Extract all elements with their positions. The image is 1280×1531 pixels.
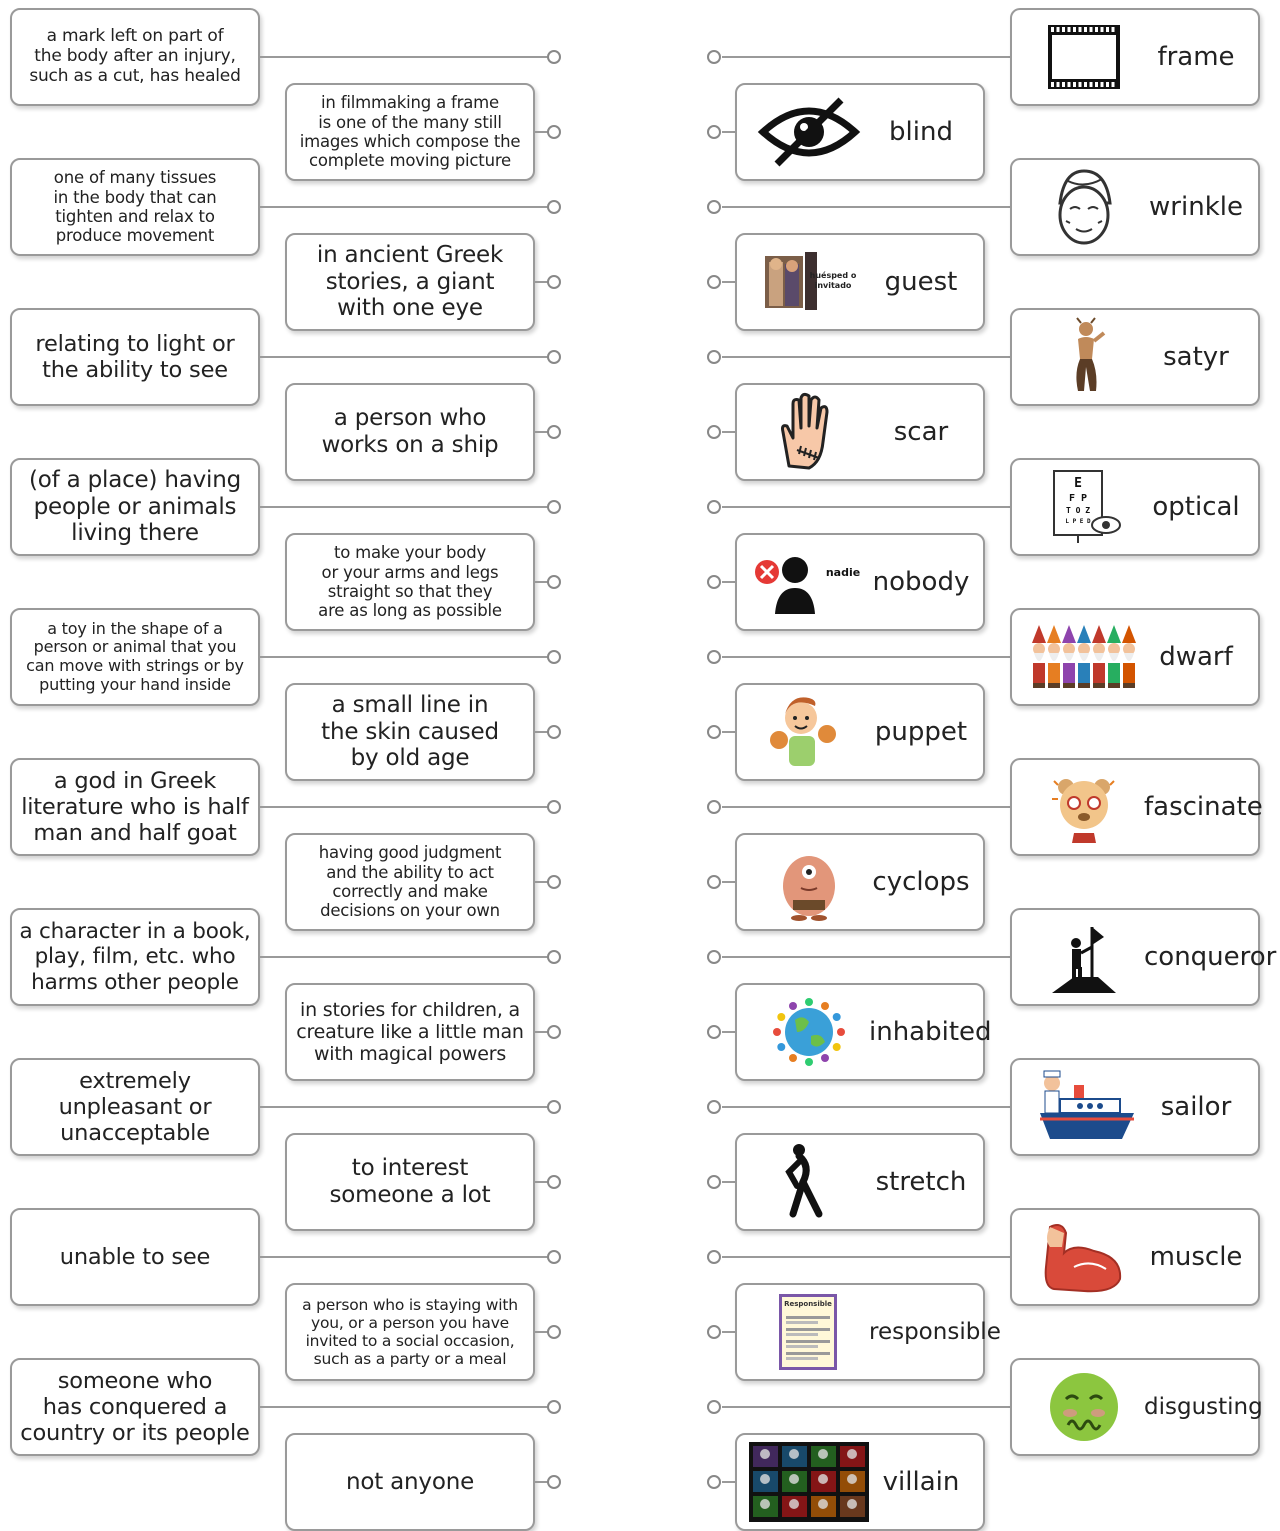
svg-text:huésped o: huésped o xyxy=(809,271,857,280)
connector-line xyxy=(260,206,548,208)
connector-line xyxy=(722,956,1010,958)
film-frame-icon xyxy=(1024,13,1144,101)
definition-text: (of a place) having people or animals living there xyxy=(28,466,242,547)
word-card-fascinate[interactable] xyxy=(1010,758,1263,856)
definition-connector-dot[interactable] xyxy=(547,575,561,589)
word-connector-dot[interactable] xyxy=(707,800,721,814)
definition-card[interactable] xyxy=(285,533,535,631)
definition-text: unable to see xyxy=(59,1243,211,1270)
definition-card[interactable] xyxy=(10,1208,260,1306)
connector-line xyxy=(260,806,548,808)
definition-card[interactable] xyxy=(10,458,260,556)
no-person-icon xyxy=(749,538,869,626)
word-card-satyr[interactable] xyxy=(1010,308,1260,406)
definition-card[interactable] xyxy=(285,983,535,1081)
definition-connector-dot[interactable] xyxy=(547,950,561,964)
word-card-guest[interactable] xyxy=(735,233,985,331)
word-label: optical xyxy=(1152,491,1240,522)
definition-connector-dot[interactable] xyxy=(547,1175,561,1189)
definition-card[interactable] xyxy=(285,383,535,481)
connector-line xyxy=(722,581,735,583)
puppet-boy-icon xyxy=(749,688,869,776)
svg-text:invitado: invitado xyxy=(814,281,852,290)
word-card-villain[interactable] xyxy=(735,1433,985,1531)
connector-line xyxy=(260,1406,548,1408)
connector-line xyxy=(722,806,1010,808)
definition-connector-dot[interactable] xyxy=(547,725,561,739)
svg-text:Responsible: Responsible xyxy=(784,1300,832,1308)
definition-text: in stories for children, a creature like a little man with magical powers xyxy=(296,998,524,1066)
connector-line xyxy=(722,281,735,283)
word-connector-dot[interactable] xyxy=(707,725,721,739)
definition-connector-dot[interactable] xyxy=(547,125,561,139)
word-label: dwarf xyxy=(1159,641,1233,672)
connector-line xyxy=(722,356,1010,358)
definition-text: a mark left on part of the body after an injury, such as a cut, has healed xyxy=(29,26,241,86)
connector-line xyxy=(722,1406,1010,1408)
definition-card[interactable] xyxy=(10,1358,260,1456)
word-label: frame xyxy=(1157,41,1235,72)
word-connector-dot[interactable] xyxy=(707,1175,721,1189)
word-label: scar xyxy=(893,416,949,447)
inhabited-globe-icon xyxy=(749,988,869,1076)
word-label: muscle xyxy=(1149,1241,1243,1272)
connector-line xyxy=(260,356,548,358)
word-card-muscle[interactable] xyxy=(1010,1208,1260,1306)
definition-connector-dot[interactable] xyxy=(547,50,561,64)
responsible-poster xyxy=(749,1288,869,1376)
connector-line xyxy=(722,1481,735,1483)
definition-text: one of many tissues in the body that can tighten and relax to produce movement xyxy=(53,168,217,246)
definition-connector-dot[interactable] xyxy=(547,1025,561,1039)
flag-conqueror-icon xyxy=(1024,913,1144,1001)
svg-text:E: E xyxy=(1074,476,1082,491)
connector-line xyxy=(722,1256,1010,1258)
word-label: fascinate xyxy=(1144,791,1263,822)
word-connector-dot[interactable] xyxy=(707,950,721,964)
definition-text: a god in Greek literature who is half man and half goat xyxy=(21,767,249,847)
satyr-icon xyxy=(1024,313,1144,401)
connector-line xyxy=(260,56,548,58)
connector-line xyxy=(722,1331,735,1333)
connector-line xyxy=(260,956,548,958)
word-card-optical[interactable] xyxy=(1010,458,1260,556)
word-label: sailor xyxy=(1160,1091,1232,1122)
word-connector-dot[interactable] xyxy=(707,1475,721,1489)
connector-line xyxy=(260,506,548,508)
definition-card[interactable] xyxy=(285,833,535,931)
definition-connector-dot[interactable] xyxy=(547,200,561,214)
svg-text:T O Z: T O Z xyxy=(1065,506,1091,515)
definition-text: a person who works on a ship xyxy=(321,405,499,458)
villains-collage-icon xyxy=(749,1438,869,1526)
definition-connector-dot[interactable] xyxy=(547,650,561,664)
connector-line xyxy=(722,431,735,433)
guests-picture xyxy=(749,238,869,326)
definition-card[interactable] xyxy=(285,1133,535,1231)
svg-text:L P E D: L P E D xyxy=(1065,518,1091,525)
definition-connector-dot[interactable] xyxy=(547,350,561,364)
definition-text: in filmmaking a frame is one of the many still images which compose the complete moving picture xyxy=(299,93,521,171)
word-card-responsible[interactable] xyxy=(735,1283,1001,1381)
disgusted-face-icon xyxy=(1024,1363,1144,1451)
word-connector-dot[interactable] xyxy=(707,350,721,364)
word-connector-dot[interactable] xyxy=(707,1400,721,1414)
word-label: blind xyxy=(889,116,953,147)
connector-line xyxy=(722,1106,1010,1108)
definition-card[interactable] xyxy=(10,8,260,106)
connector-line xyxy=(260,656,548,658)
connector-line xyxy=(722,881,735,883)
svg-text:nadie: nadie xyxy=(825,566,861,579)
definition-card[interactable] xyxy=(285,1433,535,1531)
connector-line xyxy=(722,1031,735,1033)
word-card-stretch[interactable] xyxy=(735,1133,985,1231)
word-label: cyclops xyxy=(872,866,970,897)
word-connector-dot[interactable] xyxy=(707,200,721,214)
word-card-wrinkle[interactable] xyxy=(1010,158,1260,256)
word-label: inhabited xyxy=(869,1016,992,1047)
word-connector-dot[interactable] xyxy=(707,875,721,889)
definition-card[interactable] xyxy=(285,1283,535,1381)
crossed-eye-icon xyxy=(749,88,869,176)
word-connector-dot[interactable] xyxy=(707,575,721,589)
stretching-person-icon xyxy=(749,1138,869,1226)
word-card-puppet[interactable] xyxy=(735,683,985,781)
word-card-blind[interactable] xyxy=(735,83,985,181)
connector-line xyxy=(722,1181,735,1183)
connector-line xyxy=(260,1256,548,1258)
fascinated-bear-icon xyxy=(1024,763,1144,851)
word-connector-dot[interactable] xyxy=(707,1025,721,1039)
definition-card[interactable] xyxy=(10,758,260,856)
word-label: conqueror xyxy=(1144,941,1277,972)
definition-text: to interest someone a lot xyxy=(329,1155,491,1208)
definition-card[interactable] xyxy=(10,158,260,256)
ship-sailor-icon xyxy=(1024,1063,1144,1151)
word-connector-dot[interactable] xyxy=(707,50,721,64)
definition-card[interactable] xyxy=(10,608,260,706)
word-label: puppet xyxy=(874,716,968,747)
word-connector-dot[interactable] xyxy=(707,125,721,139)
definition-connector-dot[interactable] xyxy=(547,1400,561,1414)
definition-text: in ancient Greek stories, a giant with one eye xyxy=(316,241,504,322)
definition-card[interactable] xyxy=(10,308,260,406)
connector-line xyxy=(722,206,1010,208)
connector-line xyxy=(260,1106,548,1108)
old-face-icon xyxy=(1024,163,1144,251)
definition-connector-dot[interactable] xyxy=(547,875,561,889)
word-label: guest xyxy=(884,266,958,297)
word-label: disgusting xyxy=(1144,1393,1263,1420)
word-connector-dot[interactable] xyxy=(707,425,721,439)
definition-text: having good judgment and the ability to act correctly and make decisions on your own xyxy=(318,843,502,921)
word-connector-dot[interactable] xyxy=(707,650,721,664)
connector-line xyxy=(722,731,735,733)
word-card-cyclops[interactable] xyxy=(735,833,985,931)
word-connector-dot[interactable] xyxy=(707,500,721,514)
word-card-inhabited[interactable] xyxy=(735,983,992,1081)
definition-card[interactable] xyxy=(10,1058,260,1156)
word-label: responsible xyxy=(869,1318,1001,1345)
definition-connector-dot[interactable] xyxy=(547,1325,561,1339)
definition-connector-dot[interactable] xyxy=(547,1100,561,1114)
definition-connector-dot[interactable] xyxy=(547,500,561,514)
definition-text: a toy in the shape of a person or animal that you can move with strings or by putting your hand inside xyxy=(26,618,244,694)
definition-text: extremely unpleasant or unacceptable xyxy=(58,1067,212,1147)
word-label: wrinkle xyxy=(1149,191,1243,222)
definition-text: not anyone xyxy=(345,1468,475,1495)
definition-card[interactable] xyxy=(285,233,535,331)
word-connector-dot[interactable] xyxy=(707,1325,721,1339)
definition-card[interactable] xyxy=(285,83,535,181)
svg-text:F P: F P xyxy=(1068,493,1088,504)
word-connector-dot[interactable] xyxy=(707,1100,721,1114)
definition-card[interactable] xyxy=(285,683,535,781)
definition-text: a small line in the skin caused by old age xyxy=(321,691,499,772)
word-label: satyr xyxy=(1163,341,1229,372)
word-card-conqueror[interactable] xyxy=(1010,908,1277,1006)
word-card-frame[interactable] xyxy=(1010,8,1260,106)
definition-connector-dot[interactable] xyxy=(547,800,561,814)
definition-card[interactable] xyxy=(10,908,260,1006)
word-label: nobody xyxy=(872,566,970,597)
word-label: villain xyxy=(882,1466,960,1497)
word-connector-dot[interactable] xyxy=(707,1250,721,1264)
dwarfs-icon xyxy=(1024,613,1144,701)
word-card-scar[interactable] xyxy=(735,383,985,481)
muscle-arm-icon xyxy=(1024,1213,1144,1301)
connector-line xyxy=(722,506,1010,508)
definition-connector-dot[interactable] xyxy=(547,1475,561,1489)
word-card-nobody[interactable] xyxy=(735,533,985,631)
word-card-disgusting[interactable] xyxy=(1010,1358,1263,1456)
word-label: stretch xyxy=(875,1166,967,1197)
definition-text: to make your body or your arms and legs straight so that they are as long as possible xyxy=(318,543,502,621)
definition-text: a character in a book, play, film, etc. who harms other people xyxy=(19,919,251,995)
eye-chart-icon xyxy=(1024,463,1144,551)
connector-line xyxy=(722,131,735,133)
cyclops-icon xyxy=(749,838,869,926)
definition-text: relating to light or the ability to see xyxy=(35,330,235,383)
connector-line xyxy=(722,56,1010,58)
scarred-hand-icon xyxy=(749,388,869,476)
word-card-dwarf[interactable] xyxy=(1010,608,1260,706)
word-card-sailor[interactable] xyxy=(1010,1058,1260,1156)
definition-connector-dot[interactable] xyxy=(547,425,561,439)
definition-text: someone who has conquered a country or its people xyxy=(20,1367,250,1447)
connector-line xyxy=(722,656,1010,658)
definition-connector-dot[interactable] xyxy=(547,1250,561,1264)
definition-text: a person who is staying with you, or a person you have invited to a social occasion, such as a party or a meal xyxy=(302,1295,518,1369)
definition-connector-dot[interactable] xyxy=(547,275,561,289)
word-connector-dot[interactable] xyxy=(707,275,721,289)
